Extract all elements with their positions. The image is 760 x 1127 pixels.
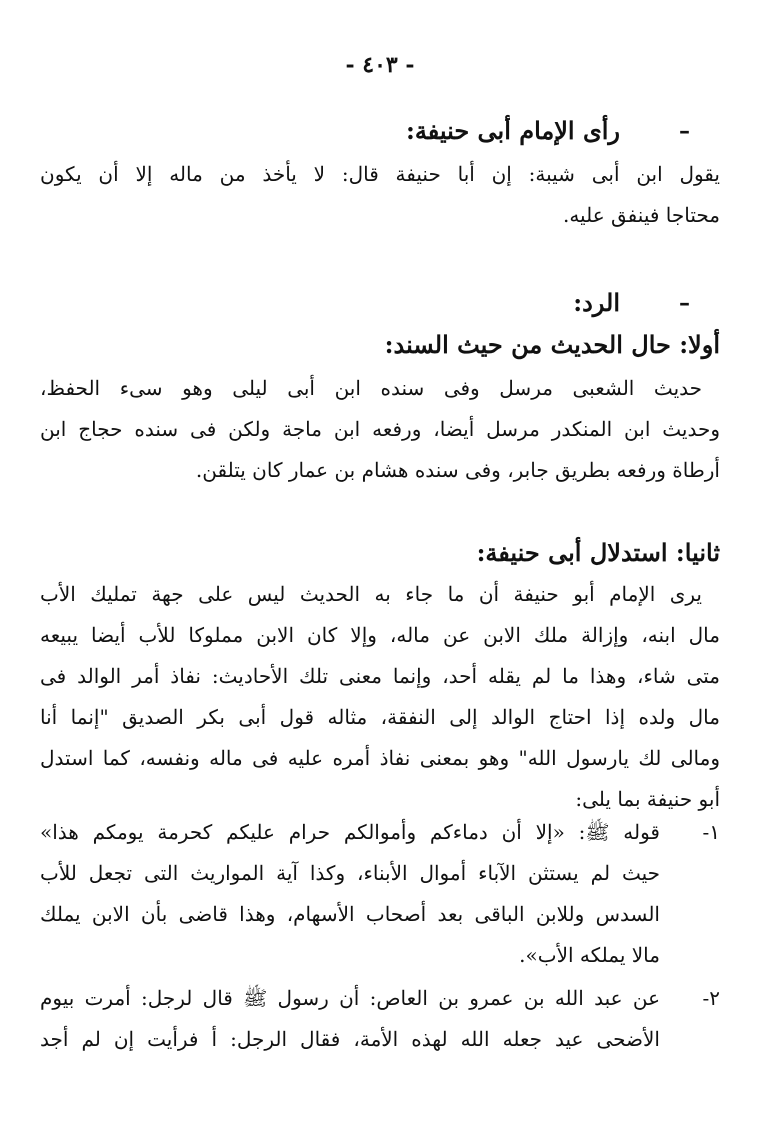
list-item-1-number: ١- <box>702 820 720 844</box>
list-item-2-line-1: عن عبد الله بن عمرو بن العاص: أن رسول ﷺ قال لرجل: أمرت بيوم <box>40 986 660 1010</box>
list-item-2-number: ٢- <box>702 986 720 1010</box>
list-item-1-line-2: حيث لم يستثن الآباء أموال الأبناء، وكذا آية المواريث التى تجعل للأب <box>40 861 660 885</box>
list-item-1-line-4: مالا يملكه الأب». <box>519 943 660 967</box>
section3-heading: أولا: حال الحديث من حيث السند: <box>384 330 720 359</box>
list-item-1-line-1: قوله ﷺ: «إلا أن دماءكم وأموالكم حرام عليكم كحرمة يومكم هذا» <box>40 820 660 844</box>
section4-line-6: أبو حنيفة بما يلى: <box>575 787 720 811</box>
section1-dash: – <box>679 118 690 144</box>
list-item-1-line-3: السدس وللابن الباقى بعد أصحاب الأسهام، وهذا قاضى بأن الابن يملك <box>40 902 660 926</box>
page-number: - ٤٠٣ - <box>345 52 415 78</box>
section2-heading: الرد: <box>573 288 620 317</box>
section3-line-1: حديث الشعبى مرسل وفى سنده ابن أبى ليلى وهو سىء الحفظ، <box>40 376 703 400</box>
section2-dash: – <box>679 290 690 316</box>
section1-heading: رأى الإمام أبى حنيفة: <box>405 116 620 145</box>
section4-line-2: مال ابنه، وإزالة ملك الابن عن ماله، وإلا كان الابن مملوكا للأب أيضا يبيعه <box>40 623 720 647</box>
list-item-1 <box>40 812 720 976</box>
section3-line-2: وحديث ابن المنكدر مرسل أيضا، ورفعه ابن ماجة ولكن فى سنده حجاج ابن <box>40 417 720 441</box>
list-item-2 <box>40 978 720 1060</box>
section1-line-2: محتاجا فينفق عليه. <box>562 203 720 227</box>
section4-line-3: متى شاء، وهذا ما لم يقله أحد، وإنما معنى تلك الأحاديث: نفاذ أمر الوالد فى <box>40 664 720 688</box>
section1-paragraph <box>40 154 720 236</box>
section4-line-5: ومالى لك يارسول الله" وهو بمعنى نفاذ أمره عليه فى ماله ونفسه، كما استدل <box>40 746 720 770</box>
section3-paragraph <box>40 368 720 491</box>
section4-heading: ثانيا: استدلال أبى حنيفة: <box>476 538 720 567</box>
section1-line-1: يقول ابن أبى شيبة: إن أبا حنيفة قال: لا يأخذ من ماله إلا أن يكون <box>40 162 720 186</box>
section3-line-3: أرطاة ورفعه بطريق جابر، وفى سنده هشام بن عمار كان يتلقن. <box>195 458 720 482</box>
list-item-2-line-2: الأضحى عيد جعله الله لهذه الأمة، فقال الرجل: أ فرأيت إن لم أجد <box>40 1027 660 1051</box>
section4-line-1: يرى الإمام أبو حنيفة أن ما جاء به الحديث ليس على جهة تمليك الأب <box>40 582 702 606</box>
section4-paragraph <box>40 574 720 820</box>
section4-line-4: مال ولده إذا احتاج الوالد إلى النفقة، مثاله قول أبى بكر الصديق "إنما أنا <box>40 705 720 729</box>
